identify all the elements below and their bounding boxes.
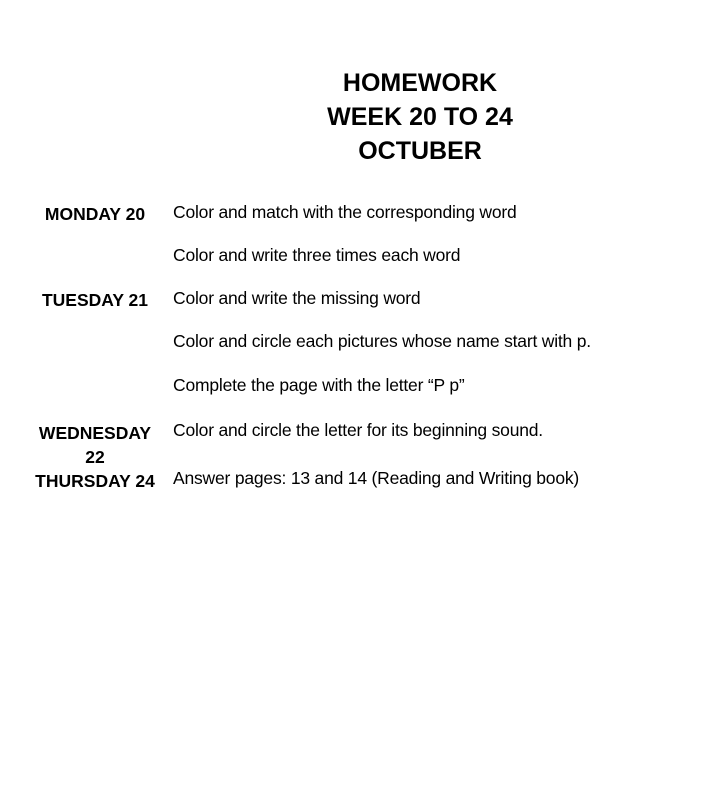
title-line-3: OCTUBER: [358, 137, 482, 165]
task-item: Answer pages: 13 and 14 (Reading and Writing book): [173, 468, 580, 488]
task-item: Color and circle the letter for its beginning sound.: [173, 420, 543, 440]
task-item: Complete the page with the letter “P p”: [173, 375, 465, 395]
day-wednesday-number: 22: [85, 447, 105, 467]
page-title: [270, 66, 570, 168]
title-line-2: WEEK 20 TO 24: [327, 103, 513, 131]
task-item: Color and write three times each word: [173, 245, 461, 265]
title-line-1: HOMEWORK: [342, 69, 498, 97]
task-item: Color and write the missing word: [173, 288, 421, 308]
day-tuesday: TUESDAY 21: [41, 290, 149, 310]
day-monday: MONDAY 20: [44, 204, 146, 224]
task-item: Color and circle each pictures whose name start with p.: [173, 331, 591, 351]
day-thursday: THURSDAY 24: [35, 471, 155, 491]
task-item: Color and match with the corresponding word: [173, 202, 517, 222]
day-wednesday: WEDNESDAY: [38, 423, 152, 443]
